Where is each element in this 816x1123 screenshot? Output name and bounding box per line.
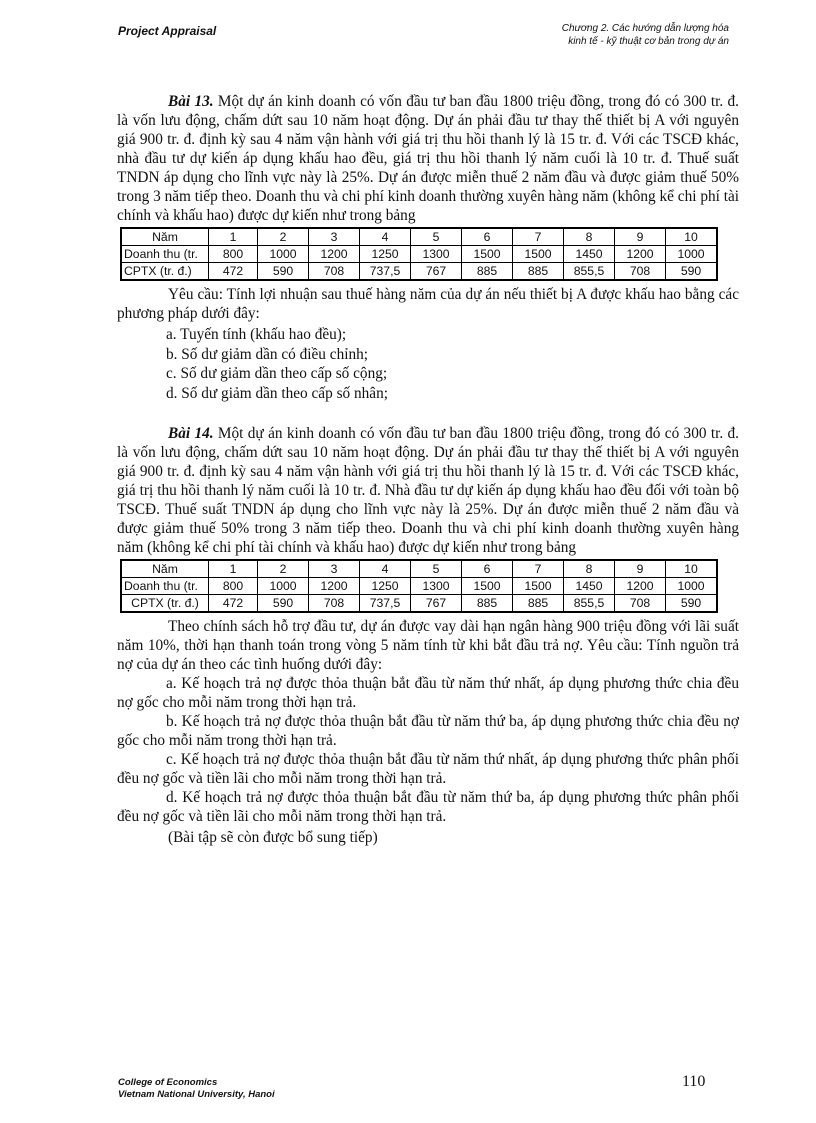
- header-chapter-line1: Chương 2. Các hướng dẫn lượng hóa: [561, 23, 729, 34]
- continuation-note: (Bài tập sẽ còn được bổ sung tiếp): [168, 829, 378, 846]
- table-cell: 1450: [564, 246, 615, 263]
- exercise-14-paragraph: [117, 424, 739, 557]
- table-header-cell: Doanh thu (tr.: [121, 246, 209, 263]
- table-cell: 5: [411, 228, 462, 246]
- table-cell: 1500: [462, 578, 513, 595]
- table-header-cell: CPTX (tr. đ.): [121, 595, 209, 613]
- table-cell: 1000: [258, 578, 309, 595]
- table-cell: 737,5: [360, 263, 411, 281]
- table-cell: 1250: [360, 246, 411, 263]
- table-cell: 2: [258, 560, 309, 578]
- scenario-item: b. Kế hoạch trả nợ được thỏa thuận bắt đầu từ năm thứ ba, áp dụng phương thức chia đều nợ gốc cho mỗi năm trong thời hạn trả.: [117, 713, 739, 749]
- exercise-13-text: Một dự án kinh doanh có vốn đầu tư ban đầu 1800 triệu đồng, trong đó có 300 tr. đ. là vốn lưu động, chấm dứt sau 10 năm hoạt động. Dự án phải đầu tư thay thế thiết bị A với nguyên giá 900 tr. đ. định kỳ sau 4 năm vận hành với giá trị thu hồi thanh lý là 15 tr. đ. Với các TSCĐ khác, nhà đầu tư dự kiến áp dụng khấu hao đều, giá trị thu hồi thanh lý năm cuối là 10 tr. đ. Thuế suất TNDN áp dụng cho lĩnh vực này là 25%. Dự án được miễn thuế 2 năm đầu và được giảm thuế 50% trong 3 năm tiếp theo. Doanh thu và chi phí kinh doanh thường xuyên hàng năm (không kể chi phí tài chính và khấu hao) được dự kiến như trong bảng: [117, 93, 740, 224]
- table-row-revenue: [121, 246, 717, 263]
- table-cell: 4: [360, 228, 411, 246]
- scenario-item: d. Kế hoạch trả nợ được thỏa thuận bắt đầu từ năm thứ ba, áp dụng phương thức phân phối đều nợ gốc và tiền lãi cho mỗi năm trong thời hạn trả.: [117, 789, 739, 825]
- table-cell: 708: [309, 263, 360, 281]
- page-number: 110: [682, 1073, 706, 1090]
- table-cell: 1000: [666, 578, 718, 595]
- header-chapter-title: [469, 22, 729, 48]
- table-row-cost: [121, 263, 717, 281]
- table-cell: 472: [209, 595, 258, 613]
- table-cell: 800: [209, 246, 258, 263]
- table-cell: 1300: [411, 578, 462, 595]
- table-header-cell: Năm: [121, 560, 209, 578]
- table-cell: 885: [462, 263, 513, 281]
- table-row-cost: [121, 595, 717, 613]
- table-cell: 855,5: [564, 263, 615, 281]
- table-cell: 590: [666, 263, 718, 281]
- table-cell: 1000: [666, 246, 718, 263]
- table-cell: 8: [564, 560, 615, 578]
- table-header-cell: Năm: [121, 228, 209, 246]
- table-cell: 767: [411, 263, 462, 281]
- table-cell: 885: [462, 595, 513, 613]
- table-cell: 4: [360, 560, 411, 578]
- exercise-14-policy: Theo chính sách hỗ trợ đầu tư, dự án được vay dài hạn ngân hàng 900 triệu đồng với lãi suất năm 10%, thời hạn thanh toán trong vòng 5 năm tính từ khi bắt đầu trả nợ. Yêu cầu: Tính nguồn trả nợ của dự án theo các tình huống dưới đây:: [117, 618, 739, 673]
- table-cell: 1500: [462, 246, 513, 263]
- table-cell: 1200: [309, 578, 360, 595]
- table-cell: 1500: [513, 578, 564, 595]
- table-cell: 8: [564, 228, 615, 246]
- table-cell: 3: [309, 228, 360, 246]
- table-row-year: [121, 228, 717, 246]
- header-left-title: Project Appraisal: [118, 24, 217, 38]
- table-cell: 1: [209, 560, 258, 578]
- table-cell: 1500: [513, 246, 564, 263]
- table-cell: 708: [309, 595, 360, 613]
- table-cell: 1450: [564, 578, 615, 595]
- header-chapter-line2: kinh tế - kỹ thuật cơ bản trong dự án: [568, 36, 729, 47]
- table-cell: 472: [209, 263, 258, 281]
- table-cell: 737,5: [360, 595, 411, 613]
- table-cell: 7: [513, 228, 564, 246]
- table-cell: 7: [513, 560, 564, 578]
- table-cell: 1200: [615, 578, 666, 595]
- table-cell: 1200: [615, 246, 666, 263]
- exercise-13-table: [120, 227, 718, 281]
- exercise-13-question: Yêu cầu: Tính lợi nhuận sau thuế hàng năm của dự án nếu thiết bị A được khấu hao bằng các phương pháp dưới đây:: [117, 286, 739, 322]
- table-cell: 10: [666, 560, 718, 578]
- table-cell: 590: [666, 595, 718, 613]
- table-cell: 767: [411, 595, 462, 613]
- table-cell: 6: [462, 228, 513, 246]
- table-cell: 590: [258, 263, 309, 281]
- table-cell: 9: [615, 228, 666, 246]
- table-cell: 1250: [360, 578, 411, 595]
- table-cell: 1300: [411, 246, 462, 263]
- exercise-13-requirements: [117, 325, 739, 403]
- exercise-14-text: Một dự án kinh doanh có vốn đầu tư ban đầu 1800 triệu đồng, trong đó có 300 tr. đ. là vốn lưu động, chấm dứt sau 10 năm hoạt động. Dự án phải đầu tư thay thế thiết bị A với nguyên giá 900 tr. đ. định kỳ sau 4 năm vận hành với giá trị thu hồi thanh lý là 15 tr. đ. Với các TSCĐ khác, giá trị thu hồi thanh lý năm cuối là 10 tr. đ. Nhà đầu tư dự kiến áp dụng khấu hao đều đối với toàn bộ TSCĐ. Thuế suất TNDN áp dụng cho lĩnh vực này là 25%. Dự án được miễn thuế 2 năm đầu và được giảm thuế 50% trong 3 năm tiếp theo. Doanh thu và chi phí kinh doanh thường xuyên hàng năm (không kể chi phí tài chính và khấu hao) được dự kiến như trong bảng: [117, 425, 740, 556]
- table-cell: 3: [309, 560, 360, 578]
- table-cell: 1200: [309, 246, 360, 263]
- table-cell: 9: [615, 560, 666, 578]
- table-row-revenue: [121, 578, 717, 595]
- footer-line1: College of Economics: [118, 1077, 218, 1088]
- table-cell: 6: [462, 560, 513, 578]
- requirement-item: b. Số dư giảm dần có điều chỉnh;: [166, 345, 369, 363]
- table-cell: 708: [615, 595, 666, 613]
- table-cell: 590: [258, 595, 309, 613]
- table-cell: 885: [513, 595, 564, 613]
- exercise-13-label: Bài 13.: [168, 93, 214, 110]
- requirement-item: c. Số dư giảm dần theo cấp số cộng;: [166, 365, 388, 382]
- table-cell: 708: [615, 263, 666, 281]
- footer-institution: [118, 1077, 275, 1101]
- exercise-14-label: Bài 14.: [168, 425, 214, 442]
- table-cell: 800: [209, 578, 258, 595]
- table-cell: 1: [209, 228, 258, 246]
- table-cell: 2: [258, 228, 309, 246]
- table-cell: 10: [666, 228, 718, 246]
- requirement-item: d. Số dư giảm dần theo cấp số nhân;: [166, 384, 388, 402]
- requirement-item: a. Tuyến tính (khấu hao đều);: [166, 326, 347, 343]
- page-content: [117, 92, 739, 847]
- table-cell: 5: [411, 560, 462, 578]
- footer-line2: Vietnam National University, Hanoi: [118, 1089, 275, 1100]
- table-header-cell: Doanh thu (tr.: [121, 578, 209, 595]
- scenario-item: c. Kế hoạch trả nợ được thỏa thuận bắt đầu từ năm thứ nhất, áp dụng phương thức phân phối đều nợ gốc và tiền lãi cho mỗi năm trong thời hạn trả.: [117, 751, 739, 787]
- table-cell: 885: [513, 263, 564, 281]
- table-cell: 1000: [258, 246, 309, 263]
- scenario-item: a. Kế hoạch trả nợ được thỏa thuận bắt đầu từ năm thứ nhất, áp dụng phương thức chia đều nợ gốc cho mỗi năm trong thời hạn trả.: [117, 675, 739, 711]
- exercise-14-table: [120, 559, 718, 613]
- table-cell: 855,5: [564, 595, 615, 613]
- table-header-cell: CPTX (tr. đ.): [121, 263, 209, 281]
- table-row-year: [121, 560, 717, 578]
- exercise-13-paragraph: [117, 92, 739, 225]
